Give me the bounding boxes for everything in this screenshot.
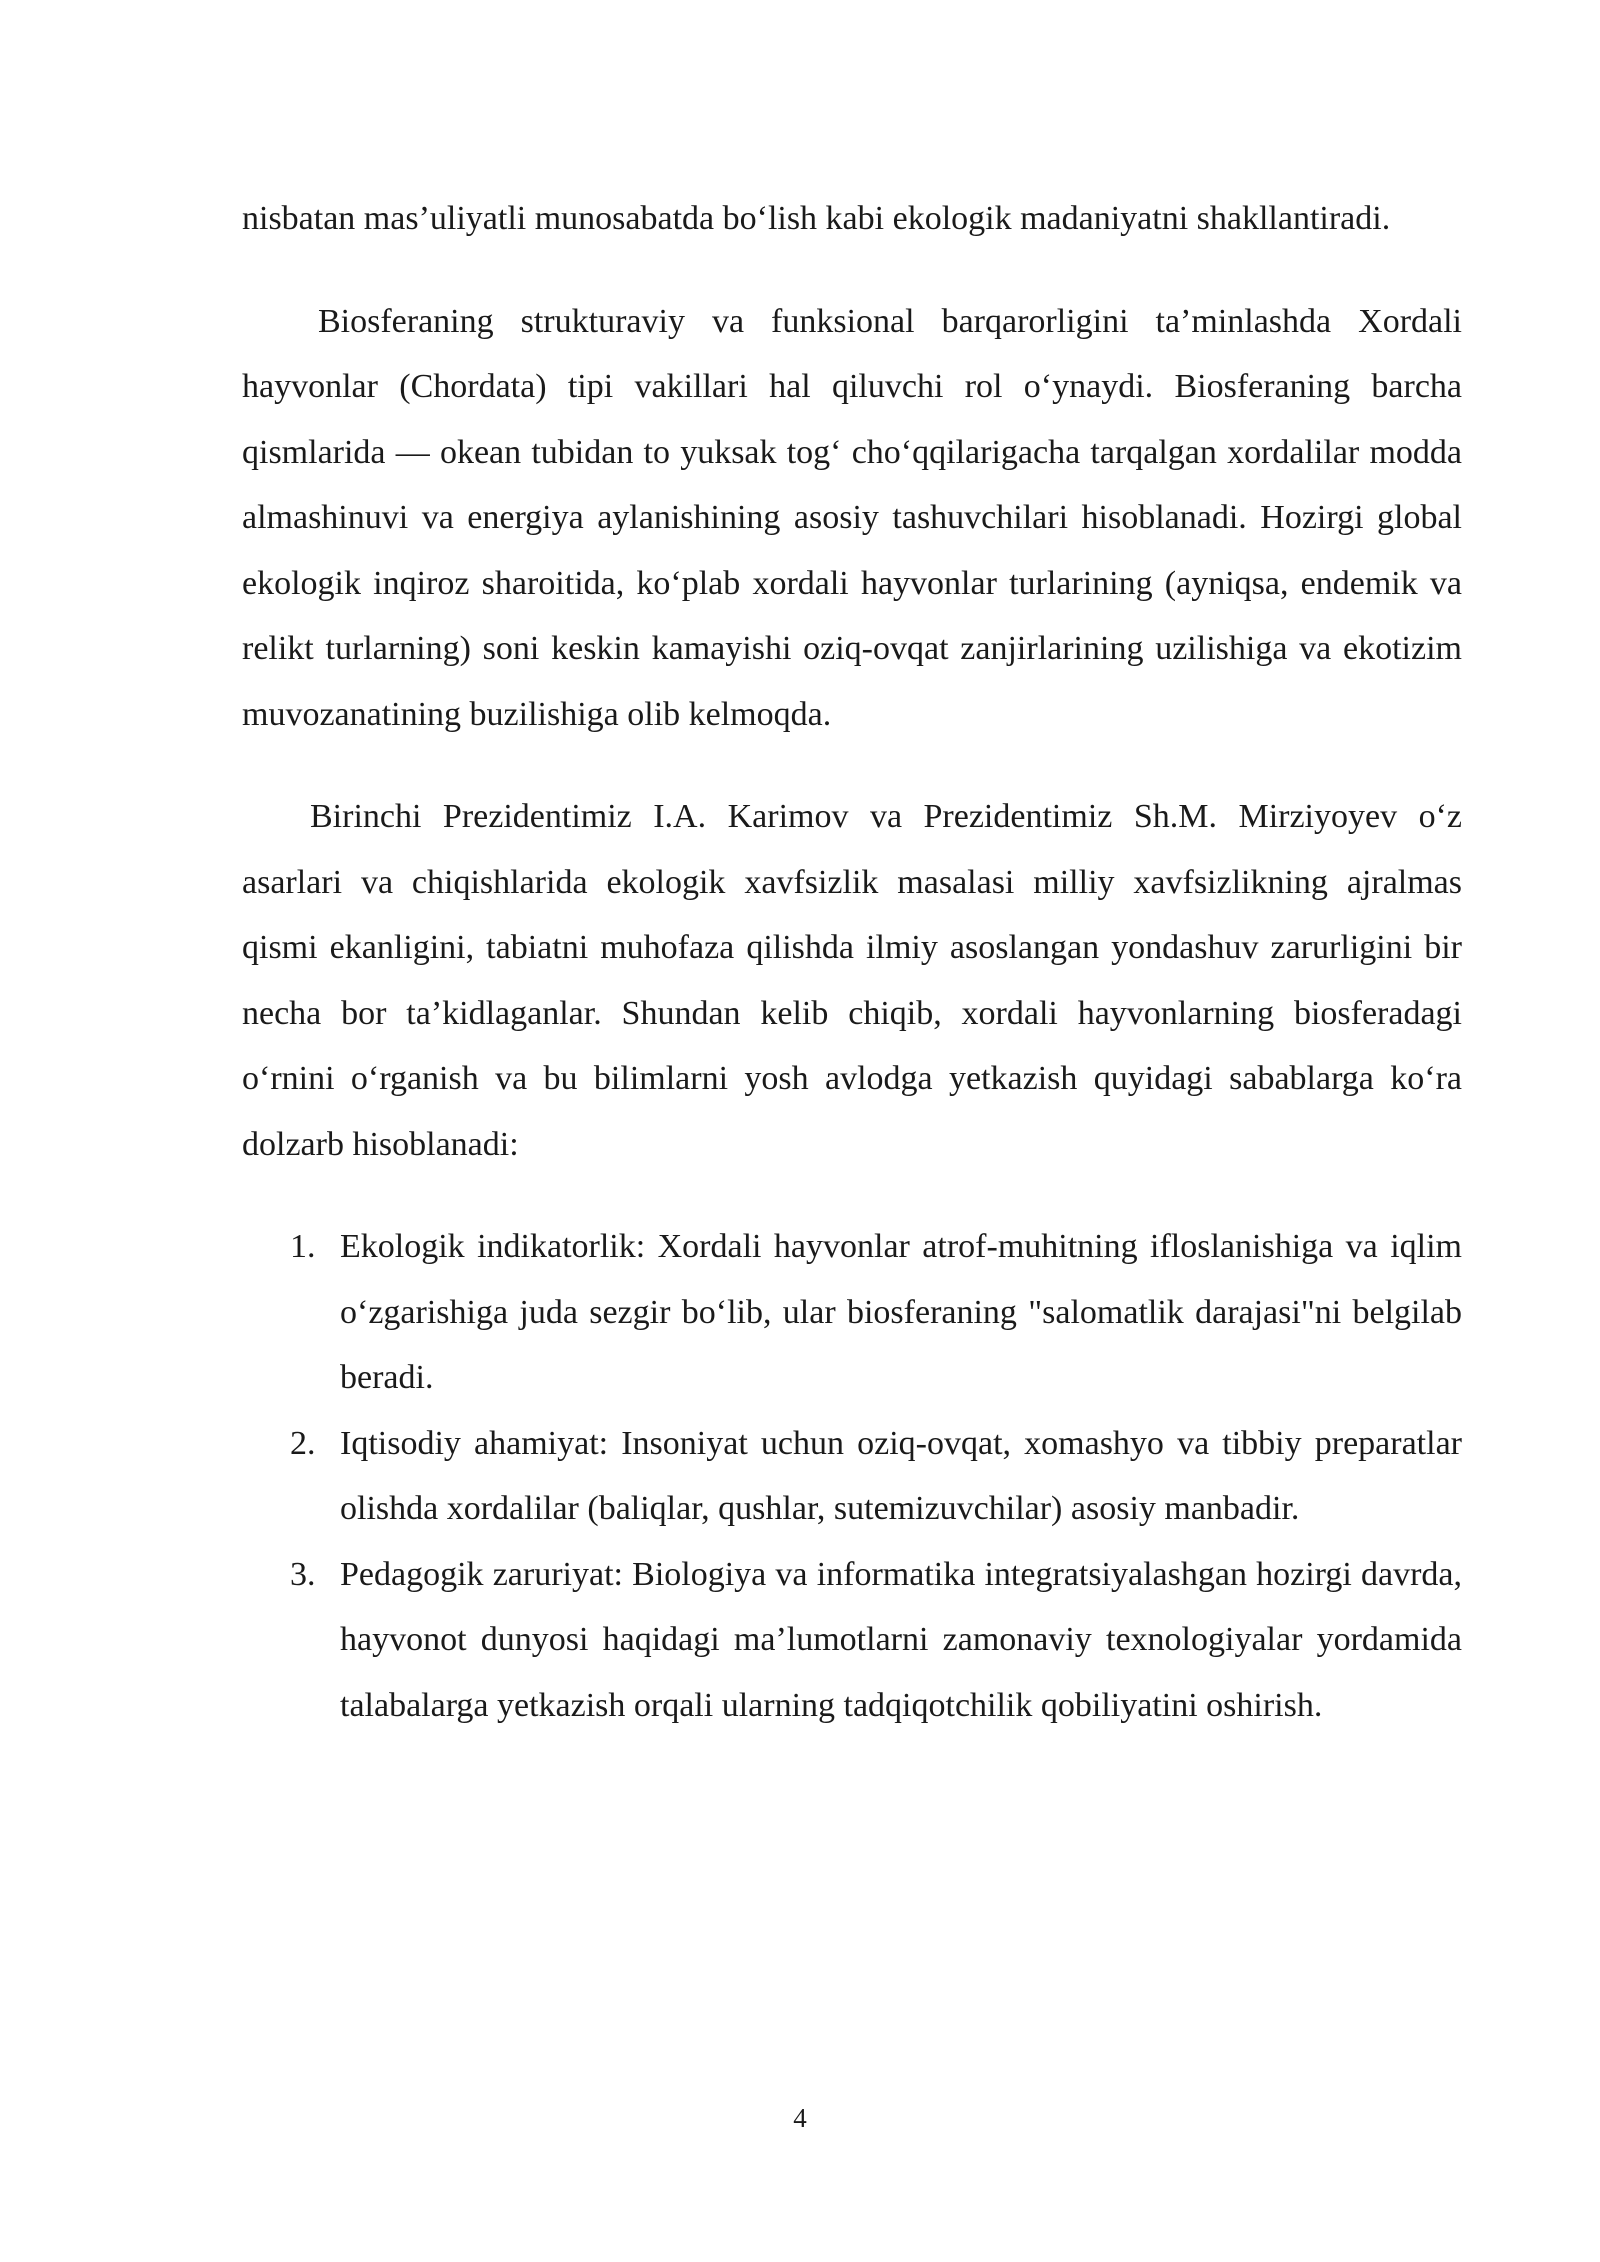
list-item-number: 1. (290, 1228, 316, 1265)
list-item-text: Pedagogik zaruriyat: Biologiya va informatika integratsiyalashgan hozirgi davrda, hayvonot dunyosi haqidagi ma’lumotlarni zamonaviy texnologiyalar yordamida talabalarga yetkazish orqali ularning tadqiqotchilik qobiliyatini oshirish. (340, 1555, 1462, 1724)
paragraph-biosphere-stability: Biosferaning strukturaviy va funksional barqarorligini ta’minlashda Xordali hayvonlar (Chordata) tipi vakillari hal qiluvchi rol o‘ynaydi. Biosferaning barcha qismlarida — okean tubidan to yuksak tog‘ cho‘qqilarigacha tarqalgan xordalilar modda almashinuvi va energiya aylanishining asosiy tashuvchilari hisoblanadi. Hozirgi global ekologik inqiroz sharoitida, ko‘plab xordali hayvonlar turlarining (ayniqsa, endemik va relikt turlarning) soni keskin kamayishi oziq-ovqat zanjirlarining uzilishiga va ekotizim muvozanatining buzilishiga olib kelmoqda. (242, 302, 1462, 733)
list-item (242, 1214, 1462, 1411)
list-item-text: Ekologik indikatorlik: Xordali hayvonlar atrof-muhitning ifloslanishiga va iqlim o‘zgarishiga juda sezgir bo‘lib, ular biosferaning "salomatlik darajasi"ni belgilab beradi. (340, 1228, 1462, 1396)
list-item-text: Iqtisodiy ahamiyat: Insoniyat uchun oziq-ovqat, xomashyo va tibbiy preparatlar olishda xordalilar (baliqlar, qushlar, sutemizuvchilar) asosiy manbadir. (340, 1424, 1462, 1527)
list-item-number: 2. (290, 1424, 316, 1462)
paragraph-presidents-ecology: Birinchi Prezidentimiz I.A. Karimov va Prezidentimiz Sh.M. Mirziyoyev o‘z asarlari va chiqishlarida ekologik xavfsizlik masalasi milliy xavfsizlikning ajralmas qismi ekanligini, tabiatni muhofaza qilishda ilmiy asoslangan yondashuv zarurligini bir necha bor ta’kidlaganlar. Shundan kelib chiqib, xordali hayvonlarning biosferadagi o‘rnini o‘rganish va bu bilimlarni yosh avlodga yetkazish quyidagi sabablarga ko‘ra dolzarb hisoblanadi: (242, 798, 1462, 1163)
page-number: 4 (793, 2103, 807, 2133)
document-page (242, 186, 1462, 1738)
list-item-number: 3. (290, 1555, 316, 1593)
list-item (242, 1411, 1462, 1542)
list-item (242, 1542, 1462, 1739)
paragraph-continuation: nisbatan mas’uliyatli munosabatda bo‘lish kabi ekologik madaniyatni shakllantiradi. (242, 200, 1391, 237)
reasons-list (242, 1214, 1462, 1738)
